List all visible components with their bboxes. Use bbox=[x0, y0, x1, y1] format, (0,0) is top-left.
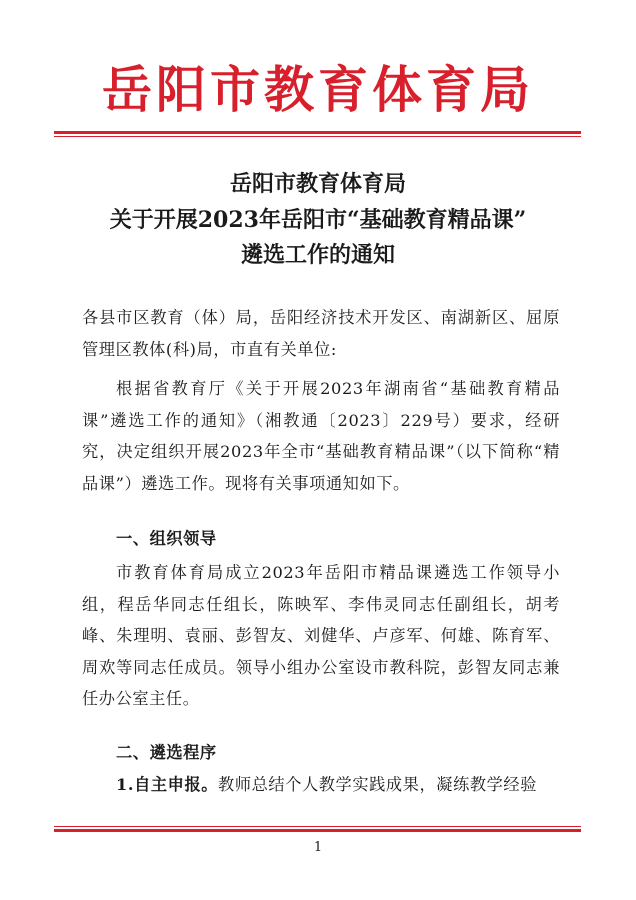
page-number: 1 bbox=[313, 840, 323, 855]
document-title-line-3: 遴选工作的通知 bbox=[240, 242, 395, 268]
masthead-org-name: 岳阳市教育体育局 bbox=[102, 60, 534, 119]
document-title-line-2: 关于开展2023年岳阳市“基础教育精品课” bbox=[109, 207, 527, 233]
addressee: 各县市区教育（体）局，岳阳经济技术开发区、南湖新区、屈原管理区教体(科)局，市直有关单位: bbox=[82, 308, 560, 359]
masthead-red-rule-thin bbox=[54, 136, 581, 137]
document-title-line-1: 岳阳市教育体育局 bbox=[229, 171, 406, 197]
step-1-paragraph bbox=[82, 769, 560, 801]
masthead-red-rule bbox=[54, 131, 581, 134]
step-1-text: 教师总结个人教学实践成果，凝练教学经验 bbox=[218, 775, 538, 794]
intro-paragraph: 根据省教育厅《关于开展2023年湖南省“基础教育精品课”遴选工作的通知》（湘教通〔2023〕229号）要求，经研究，决定组织开展2023年全市“基础教育精品课”（以下简称“精品课”）遴选工作。现将有关事项通知如下。 bbox=[82, 379, 560, 493]
step-1-label: 1.自主申报。 bbox=[116, 775, 219, 794]
footer-red-rule bbox=[54, 829, 581, 832]
section-2-heading: 二、遴选程序 bbox=[116, 743, 217, 762]
section-1-paragraph: 市教育体育局成立2023年岳阳市精品课遴选工作领导小组，程岳华同志任组长，陈映军、李伟灵同志任副组长，胡考峰、朱理明、袁丽、彭智友、刘健华、卢彦军、何雄、陈育军、周欢等同志任成员。领导小组办公室设市教科院，彭智友同志兼任办公室主任。 bbox=[82, 563, 560, 708]
section-1-heading: 一、组织领导 bbox=[116, 529, 217, 548]
footer-red-rule-thin bbox=[54, 826, 581, 827]
